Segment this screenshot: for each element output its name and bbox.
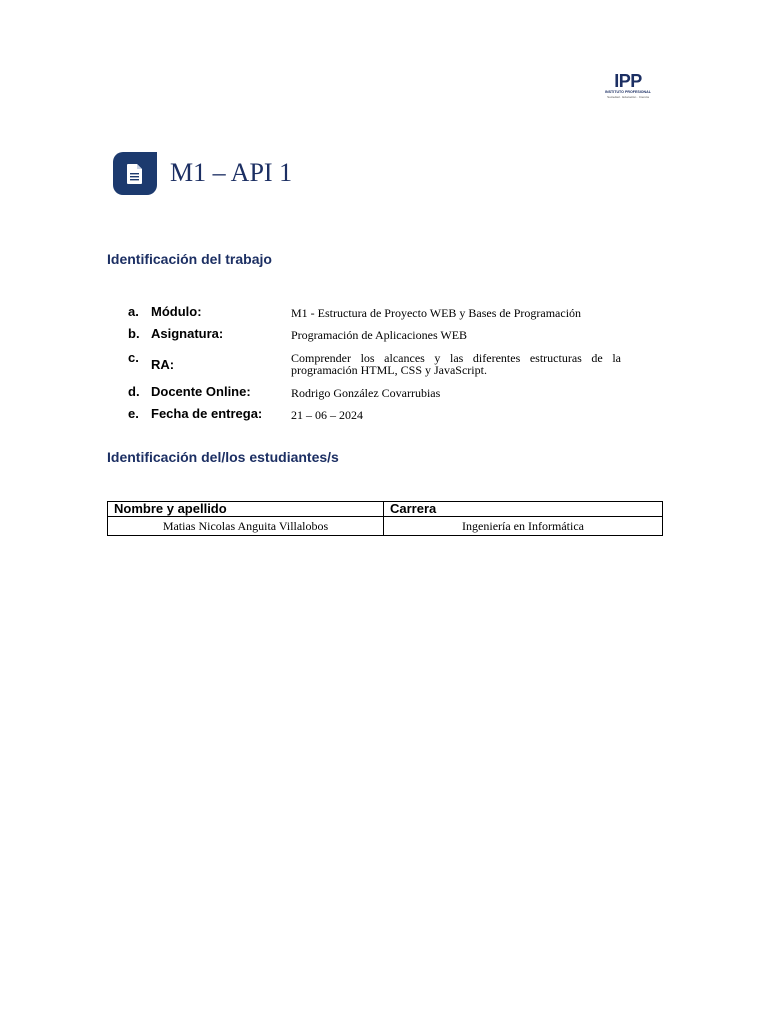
item-value-ra: Comprender los alcances y las diferentes estructuras de la programación HTML, CSS y JavaScript. bbox=[291, 351, 621, 377]
column-header-career: Carrera bbox=[384, 502, 663, 517]
item-letter: c. bbox=[128, 350, 139, 365]
item-label-subject: Asignatura: bbox=[151, 326, 224, 341]
document-badge bbox=[113, 152, 157, 195]
logo-subtitle: INSTITUTO PROFESIONAL bbox=[605, 90, 651, 94]
item-letter: a. bbox=[128, 304, 139, 319]
item-label-teacher: Docente Online: bbox=[151, 384, 251, 399]
item-letter: e. bbox=[128, 406, 139, 421]
column-header-name: Nombre y apellido bbox=[108, 502, 384, 517]
logo-tagline: Sociedad · Educación · Ciencia bbox=[607, 94, 649, 99]
section-heading-work: Identificación del trabajo bbox=[107, 251, 272, 267]
table-header-row bbox=[108, 502, 663, 517]
item-value-module: M1 - Estructura de Proyecto WEB y Bases de Programación bbox=[291, 306, 582, 320]
student-career: Ingeniería en Informática bbox=[384, 517, 663, 536]
item-label-date: Fecha de entrega: bbox=[151, 406, 263, 421]
document-icon bbox=[126, 163, 144, 185]
institution-logo bbox=[600, 72, 656, 104]
table-row bbox=[108, 517, 663, 536]
logo-mark: IPP bbox=[614, 71, 642, 91]
item-label-ra: RA: bbox=[151, 357, 175, 372]
student-name: Matias Nicolas Anguita Villalobos bbox=[108, 517, 384, 536]
item-value-date: 21 – 06 – 2024 bbox=[291, 408, 363, 422]
item-letter: b. bbox=[128, 326, 140, 341]
item-value-teacher: Rodrigo González Covarrubias bbox=[291, 386, 441, 400]
page-title: M1 – API 1 bbox=[170, 158, 293, 187]
item-value-subject: Programación de Aplicaciones WEB bbox=[291, 328, 468, 342]
item-letter: d. bbox=[128, 384, 140, 399]
item-label-module: Módulo: bbox=[151, 304, 202, 319]
section-heading-students: Identificación del/los estudiantes/s bbox=[107, 449, 339, 465]
students-table bbox=[107, 501, 663, 536]
